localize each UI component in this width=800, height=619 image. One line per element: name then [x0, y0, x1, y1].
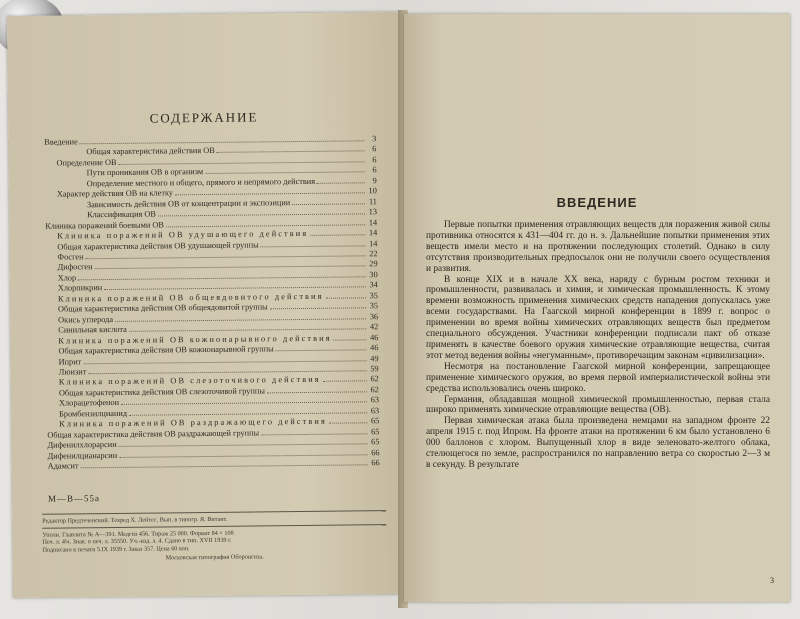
toc-entry-title: Бромбензилцианид [59, 408, 128, 419]
toc-entry-page: 30 [369, 270, 378, 280]
toc-entry-page: 14 [368, 217, 378, 227]
toc-entry-title: Окись углерода [58, 314, 114, 325]
toc-entry-title: Синильная кислота [58, 324, 127, 335]
toc-leader-dots [166, 224, 365, 227]
toc-entry-page: 62 [370, 374, 379, 384]
imprint-line: Уполн. Главлита № А—391. Медгиз 456. Тираж 25 000. Формат 84 × 108 [42, 529, 234, 539]
toc-entry-title: Клиника поражений ОВ удушающего действия [57, 229, 309, 241]
left-page [7, 12, 405, 598]
toc-entry-page: 6 [372, 155, 377, 165]
toc-leader-dots [205, 172, 364, 175]
toc-entry-page: 35 [369, 290, 378, 301]
toc-entry-page: 46 [370, 332, 379, 342]
toc-entry-page: 14 [369, 238, 378, 248]
toc-leader-dots [158, 214, 365, 217]
toc-entry-title: Характер действия ОВ на клетку [56, 188, 174, 199]
toc-leader-dots [267, 391, 367, 393]
toc-entry-title: Общая характеристика действия ОВ кожнонарывной группы [58, 344, 274, 356]
toc-leader-dots [104, 287, 366, 291]
toc-entry-title: Клиника поражений ОВ раздражающего действия [59, 416, 327, 429]
toc-entry-page: 65 [370, 426, 380, 436]
imprint-block [42, 508, 387, 564]
toc-entry-page: 63 [370, 395, 380, 405]
toc-leader-dots [81, 464, 368, 468]
toc-leader-dots [121, 402, 367, 406]
right-page [404, 14, 790, 602]
toc-leader-dots [95, 266, 366, 270]
paragraph: Первая химическая атака была произведена немцами на западном фронте 22 апреля 1915 г. под Ипром. На фронте атаки на протяжении 6 км было установлено 6 000 баллонов с хлором. Выпущенный хлор в виде зеленовато-желтого облака, стелющегося по земле, распространился по направлению ветра со скоростью 2—3 м в секунду. В результате [426, 416, 770, 470]
chapter-heading: ВВЕДЕНИЕ [556, 195, 638, 210]
toc-entry-page: 49 [370, 353, 379, 363]
toc-leader-dots [326, 297, 366, 298]
toc-entry-page: 14 [368, 228, 378, 238]
paragraph: Первые попытки применения отравляющих веществ для поражения живой силы противника относятся к 431—404 гг. до н. э. Дальнейшие попытки применения этих веществ имели место и на протяжении последующих столетий. Однако в силу отсутствия производительных предпосылок они не получили своего осуществления и развития. [426, 220, 770, 274]
toc-leader-dots [78, 276, 366, 280]
toc-entry-page: 36 [369, 311, 379, 321]
toc-entry-page: 42 [369, 322, 379, 332]
contents-title: СОДЕРЖАНИЕ [149, 109, 259, 126]
toc-entry-page: 66 [371, 458, 380, 468]
toc-leader-dots [115, 318, 366, 322]
imprint-line: Редактор Предтеченский. Техред Х. Лейтес. Вып. в типогр. Я. Витант. [42, 515, 228, 525]
toc-entry-title: Пути проникания ОВ в организм [86, 167, 204, 178]
toc-entry-title: Зависимость действия ОВ от концентрации и экспозиции [86, 197, 291, 209]
toc-entry-title: Дифенилхлорарсин [47, 440, 117, 450]
toc-leader-dots [119, 454, 367, 458]
toc-leader-dots [129, 412, 367, 415]
toc-leader-dots [86, 255, 366, 259]
toc-leader-dots [329, 423, 367, 424]
toc-entry-page: 46 [370, 343, 379, 353]
toc-leader-dots [83, 360, 366, 364]
paragraph: Германия, обладавшая мощной химической промышленностью, первая стала широко применять химические отравляющие вещества (ОВ). [426, 394, 770, 416]
toc-entry-title: Клиника поражений ОВ общеядовитого действия [57, 291, 324, 304]
toc-entry-page: 66 [371, 447, 380, 457]
toc-entry-title: Дифенилцианарсин [47, 450, 118, 461]
toc-entry-title: Хлор [57, 273, 77, 283]
toc-leader-dots [217, 151, 365, 154]
toc-entry-page: 63 [370, 405, 380, 416]
toc-entry-title: Общая характеристика действия ОВ удушающей группы [57, 239, 259, 252]
toc-entry-title: Фосген [57, 252, 84, 262]
toc-entry-page: 10 [368, 186, 377, 196]
toc-leader-dots [119, 443, 368, 447]
toc-entry-page: 65 [370, 416, 380, 426]
publication-code: М—В—55а [47, 493, 101, 504]
toc-entry-title: Определение местного и общего, прямого и непрямого действия [86, 176, 316, 189]
toc-entry-title: Общая характеристика действия ОВ слезоточивой группы [58, 386, 265, 398]
toc-entry-page: 62 [370, 385, 379, 395]
toc-entry-title: Определение ОВ [56, 157, 117, 168]
toc-leader-dots [80, 140, 365, 144]
toc-entry-title: Клиника поражений боевыми ОВ [45, 220, 164, 231]
toc-leader-dots [270, 308, 366, 310]
toc-leader-dots [323, 381, 367, 382]
toc-entry-page: 13 [368, 207, 378, 217]
toc-entry-title: Общая характеристика действия ОВ раздражающей группы [47, 428, 260, 440]
toc-entry-title: Люизит [58, 367, 87, 377]
paragraph: Несмотря на постановление Гаагской мирной конференции, запрещающее применение химического оружия, во время первой империалистической войны эти средства использовались очень широко. [426, 361, 770, 394]
toc-entry-page: 9 [372, 176, 377, 186]
toc-leader-dots [310, 234, 365, 236]
toc-entry-title: Общая характеристика действия ОВ общеядовитой группы [57, 302, 268, 314]
toc-leader-dots [317, 182, 365, 183]
imprint-line: Печ. л. 4¼. Знак. в печ. л. 35550. Уч.-изд. л. 4. Сдано в тип. XVII 1939 г. [42, 536, 232, 546]
toc-entry-page: 34 [369, 280, 378, 290]
toc-entry-page: 65 [371, 437, 380, 447]
toc-entry-page: 6 [372, 144, 377, 154]
paragraph: В конце XIX и в начале XX века, наряду с бурным ростом техники и промышленности, развивалась и химия, и химическая промышленность. К этому времени возможность применения химических средств нападения допускалась уже всеми государствами. На Гаагской мирной конференции в 1899 г. вопрос о применении во время войны химических отравляющих веществ был предметом специального обсуждения. Участники конференции подписали пакт об отказе применять в качестве боевого оружия химические отравляющие вещества, считая этот метод ведения войны «негуманным», противоречащим законам «цивилизации». [426, 274, 770, 361]
chapter-text [426, 220, 770, 471]
toc-entry-title: Адамсит [47, 461, 79, 471]
toc-leader-dots [88, 370, 366, 374]
toc-leader-dots [129, 328, 366, 331]
toc-entry-page: 11 [368, 196, 377, 207]
toc-leader-dots [334, 339, 367, 340]
toc-entry-page: 6 [372, 165, 377, 175]
toc-entry-title: Общая характеристика действия ОВ [86, 146, 215, 157]
toc-entry-title: Классификация ОВ [87, 209, 156, 220]
toc-entry-title: Клиника поражений ОВ слезоточивого действия [58, 375, 321, 387]
printer-name: Московская типография Оборонгиза. [165, 553, 264, 562]
toc-entry-title: Хлорацетофенон [58, 398, 120, 408]
toc-entry-page: 3 [372, 134, 377, 144]
toc-entry-page: 29 [369, 259, 378, 269]
toc-entry-page: 35 [369, 301, 379, 311]
toc-entry-title: Клиника поражений ОВ кожнонарывного действия [58, 333, 332, 346]
toc-entry-title: Хлорпикрин [57, 283, 103, 293]
toc-leader-dots [175, 193, 365, 196]
toc-entry-title: Дифосген [57, 262, 93, 272]
toc-leader-dots [292, 203, 365, 205]
toc-leader-dots [261, 433, 367, 435]
toc-leader-dots [276, 349, 367, 351]
toc-entry-page: 59 [370, 364, 379, 374]
toc-leader-dots [261, 245, 366, 247]
table-of-contents [44, 134, 379, 472]
imprint-line: Подписано к печати 5.IX 1939 г. Заказ 357. Цена 60 коп. [42, 544, 190, 554]
toc-leader-dots [119, 161, 365, 165]
page-number: 3 [770, 576, 774, 585]
toc-entry-title: Иприт [58, 356, 82, 367]
toc-entry-title: Введение [44, 137, 78, 147]
toc-entry-page: 22 [369, 249, 378, 259]
